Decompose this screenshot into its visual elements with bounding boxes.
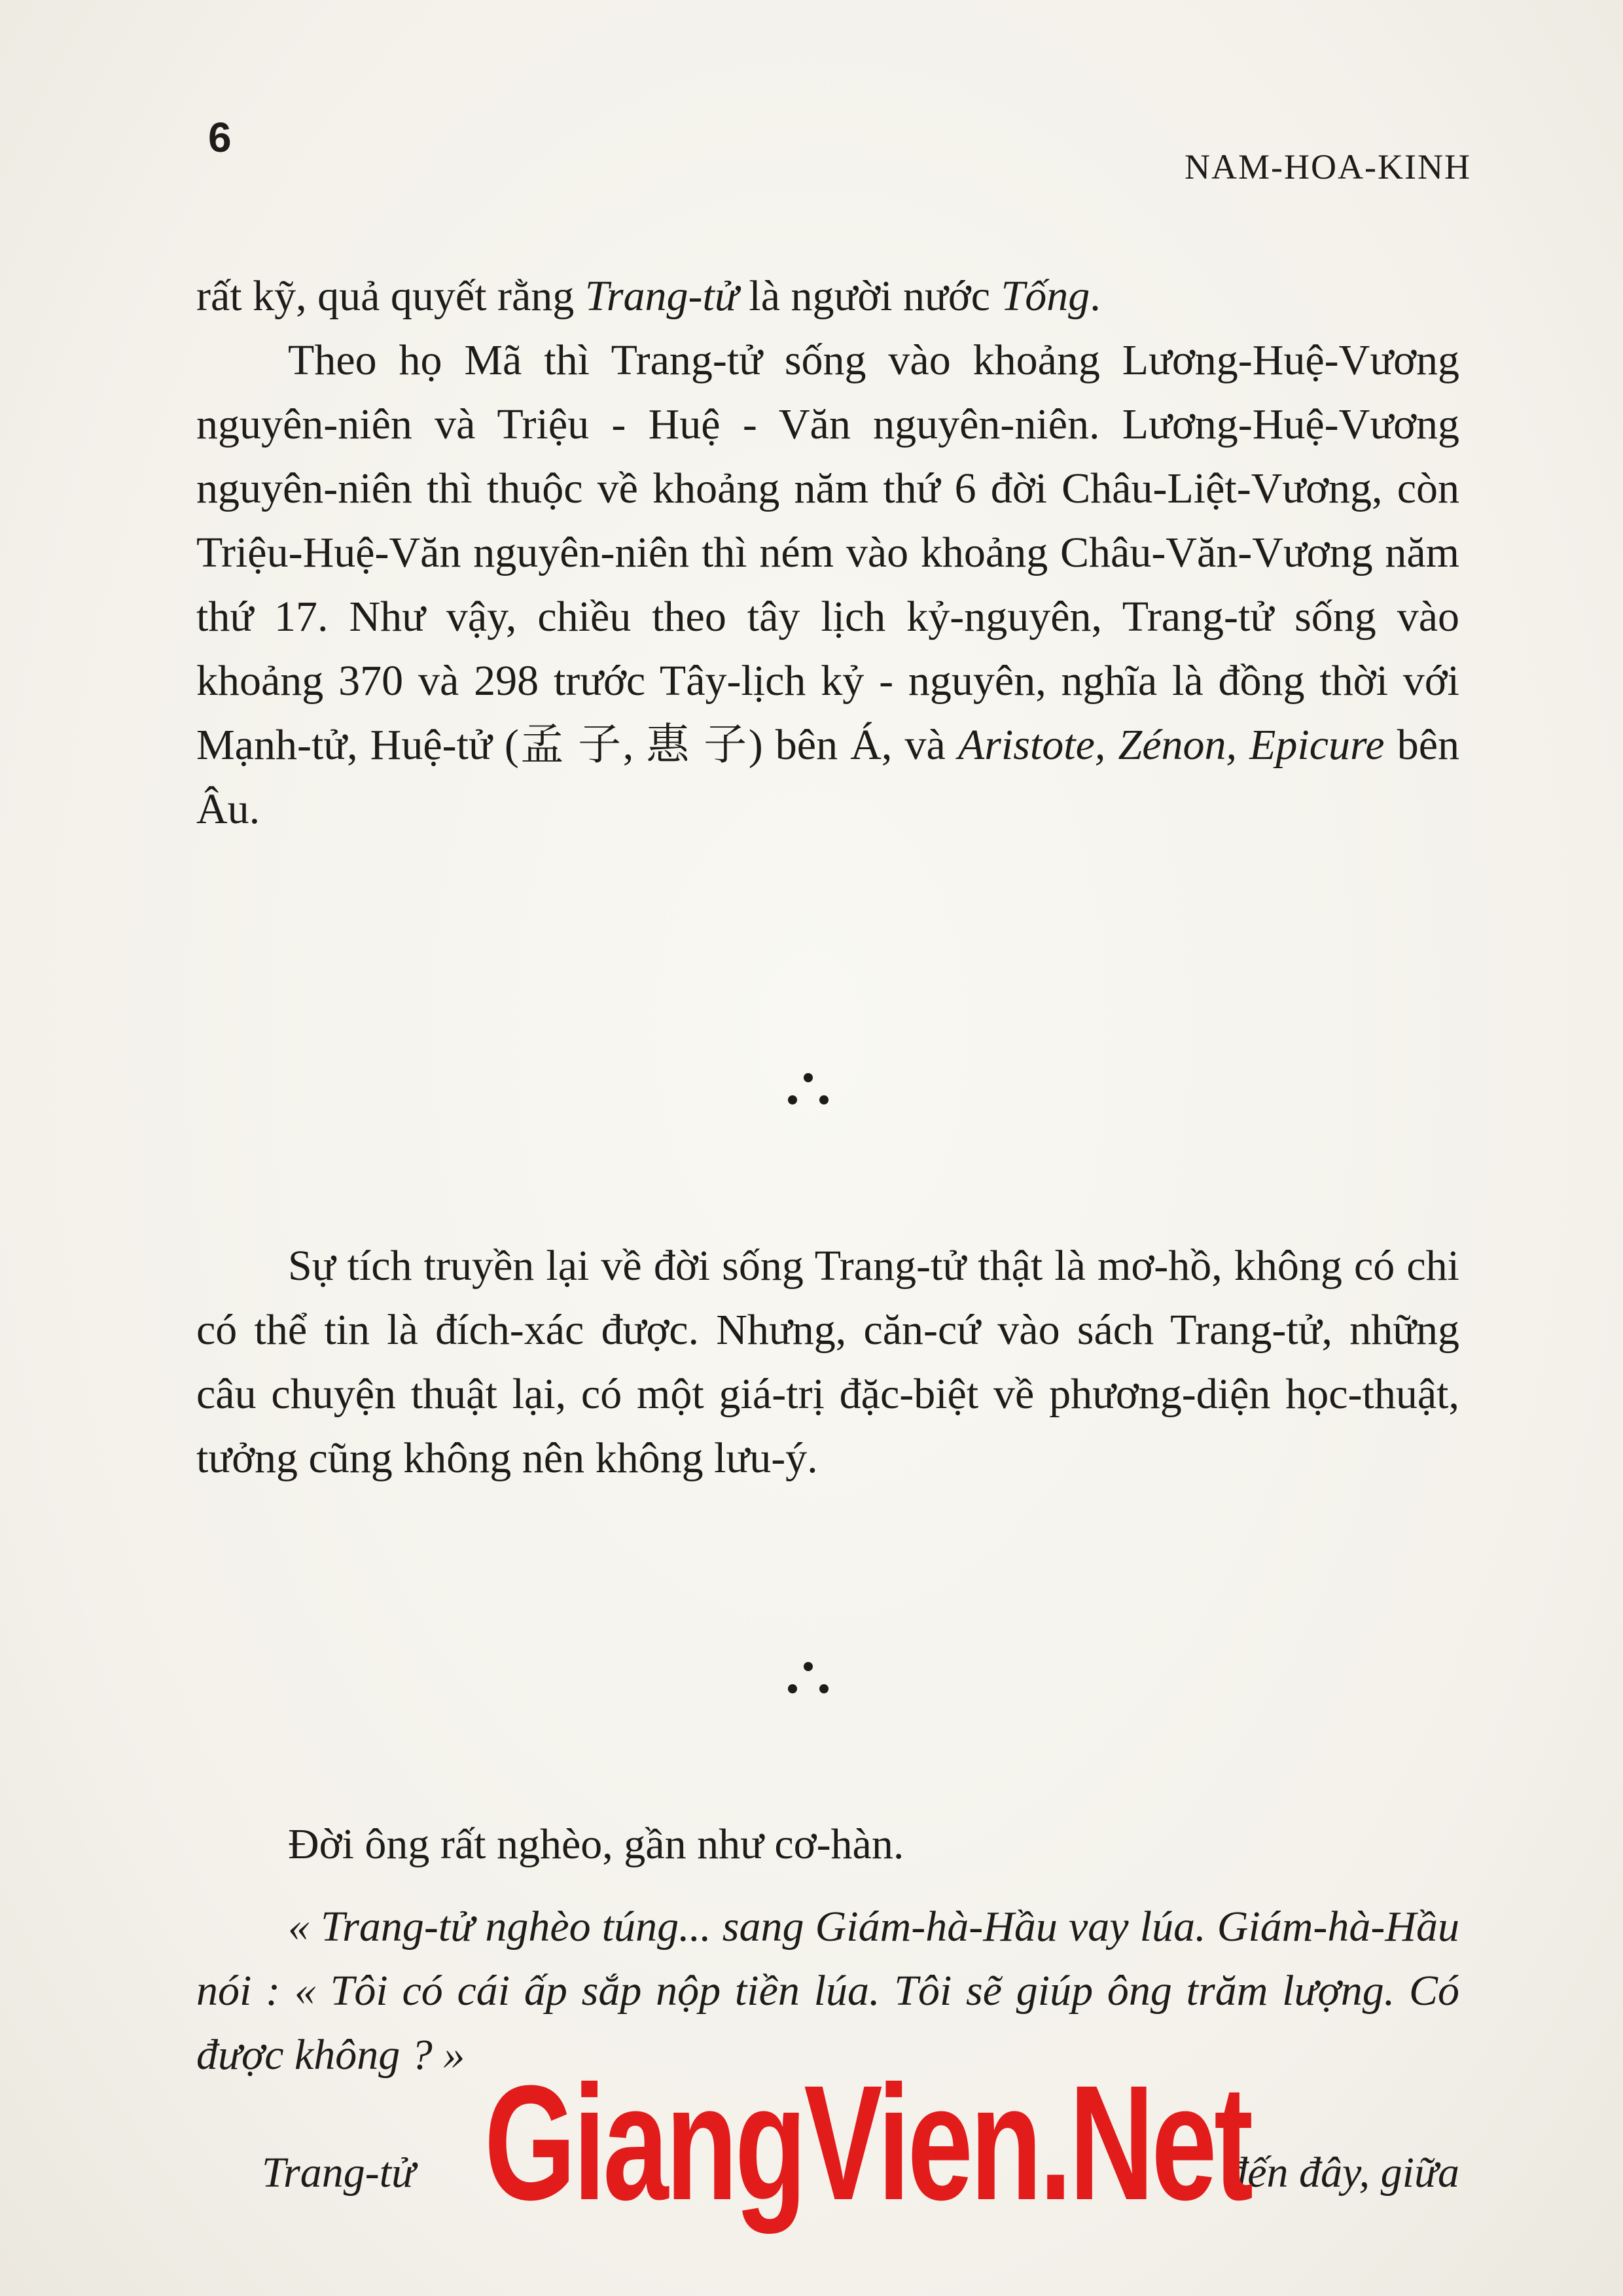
page-number: 6 <box>208 114 232 161</box>
paragraph-legend: Sự tích truyền lại về đời sống Trang-tử thật là mơ-hồ, không có chi có thể tin là đích-xác được. Nhưng, căn-cứ vào sách Trang-tử, những câu chuyện thuật lại, có một giá-trị đặc-biệt về phương-diện học-thuật, tưởng cũng không nên không lưu-ý. <box>196 1242 1459 1482</box>
section-1 <box>196 264 1459 841</box>
paragraph-continuation: rất kỹ, quả quyết rằng Trang-tử là người nước Tống. <box>196 272 1101 320</box>
quote-paragraph: « Trang-tử nghèo túng... sang Giám-hà-Hầu vay lúa. Giám-hà-Hầu nói : « Tôi có cái ấp sắp nộp tiền lúa. Tôi sẽ giúp ông trăm lượng. Có được không ? » <box>196 1903 1459 2079</box>
asterism-divider <box>785 1073 831 1112</box>
paragraph-chronology: Theo họ Mã thì Trang-tử sống vào khoảng Lương-Huệ-Vương nguyên-niên và Triệu - Huệ - Văn nguyên-niên. Lương-Huệ-Vương nguyên-niên thì thuộc về khoảng năm thứ 6 đời Châu-Liệt-Vương, còn Triệu-Huệ-Văn nguyên-niên thì ném vào khoảng Châu-Văn-Vương năm thứ 17. Như vậy, chiều theo tây lịch kỷ-nguyên, Trang-tử sống vào khoảng 370 và 298 trước Tây-lịch kỷ - nguyên, nghĩa là đồng thời với Mạnh-tử, Huệ-tử (孟 子, 惠 子) bên Á, và Aristote, Zénon, Epicure bên Âu. <box>196 336 1459 833</box>
section-3 <box>196 1812 1459 2087</box>
italic-names: Aristote, Zénon, Epicure <box>957 721 1385 769</box>
last-line-right: đến đây, giữa <box>1226 2149 1459 2197</box>
running-title: NAM-HOA-KINH <box>1185 147 1471 186</box>
italic-name: Trang-tử <box>584 272 738 320</box>
asterism-divider <box>785 1662 831 1701</box>
section-2 <box>196 1234 1459 1491</box>
italic-name: Tống <box>1001 272 1090 320</box>
paragraph-poverty: Đời ông rất nghèo, gần như cơ-hàn. <box>288 1820 904 1868</box>
last-line-left: Trang-tử <box>262 2149 416 2197</box>
watermark-logo: GiangVien.Net <box>484 2051 1251 2234</box>
